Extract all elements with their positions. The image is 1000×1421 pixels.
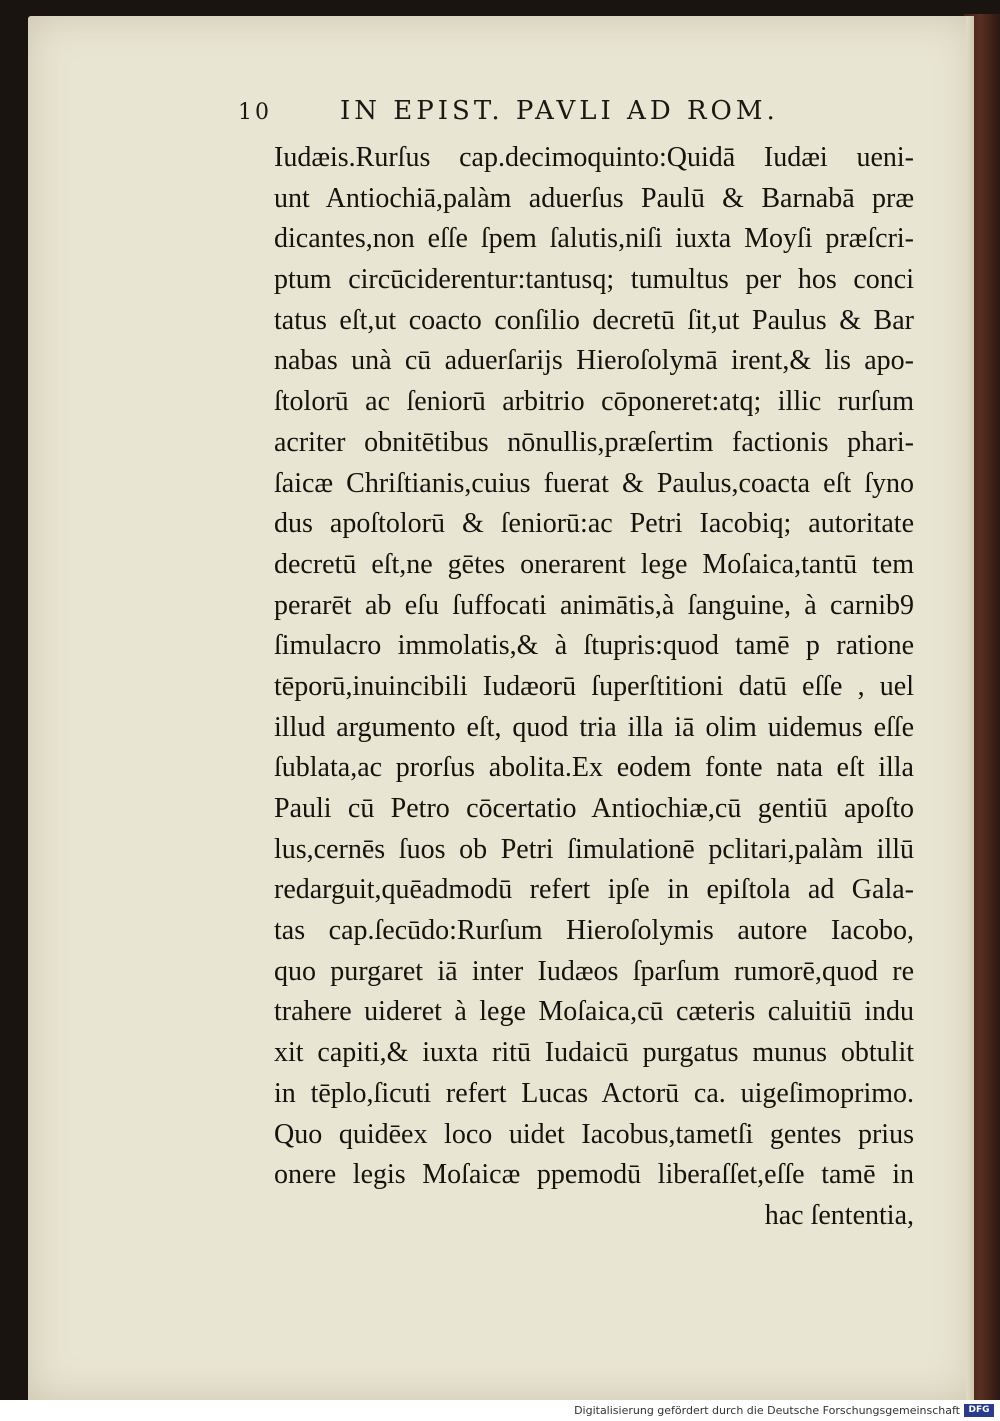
page-edge	[966, 16, 974, 1400]
text-line: illud argumento eſt, quod tria illa iā olim uidemus eſſe	[274, 711, 914, 743]
text-line: dicantes,non eſſe ſpem ſalutis,niſi iuxta Moyſi præſcri-	[274, 223, 914, 255]
text-line: unt Antiochiā,palàm aduerſus Paulū & Barnabā præ	[274, 182, 914, 214]
funding-credit: Digitalisierung gefördert durch die Deutsche Forschungsgemeinschaft	[574, 1404, 960, 1417]
text-line: redarguit,quēadmodū refert ipſe in epiſtola ad Gala-	[274, 874, 914, 906]
text-line: ſublata,ac prorſus abolita.Ex eodem fonte nata eſt illa	[274, 752, 914, 784]
book-page	[28, 16, 974, 1400]
body-text	[274, 138, 914, 1237]
text-line: quo purgaret iā inter Iudæos ſparſum rumorē,quod re	[274, 955, 914, 987]
text-line: Quo quidēex loco uidet Iacobus,tametſi gentes prius	[274, 1118, 914, 1150]
text-line: ſaicæ Chriſtianis,cuius fuerat & Paulus,coacta eſt ſyno	[274, 467, 914, 499]
text-line: ſtolorū ac ſeniorū arbitrio cōponeret:atq; illic rurſum	[274, 386, 914, 418]
text-line: ſimulacro immolatis,& à ſtupris:quod tamē p ratione	[274, 630, 914, 662]
text-line: hac ſententia,	[764, 1199, 914, 1231]
text-line: tas cap.ſecūdo:Rurſum Hieroſolymis autore Iacobo,	[274, 915, 914, 947]
text-line: xit capiti,& iuxta ritū Iudaicū purgatus munus obtulit	[274, 1037, 914, 1069]
running-head-title: IN EPIST. PAVLI AD ROM.	[340, 96, 779, 126]
text-line: acriter obnitētibus nōnullis,præſertim factionis phari-	[274, 426, 914, 458]
text-line: perarēt ab eſu ſuffocati animātis,à ſanguine, à carnib9	[274, 589, 914, 621]
text-line: nabas unà cū aduerſarijs Hieroſolymā irent,& lis apo-	[274, 345, 914, 377]
dfg-logo-icon: DFG	[964, 1404, 994, 1417]
text-line: Iudæis.Rurſus cap.decimoquinto:Quidā Iudæi ueni-	[274, 142, 914, 173]
running-head	[28, 94, 974, 138]
text-line: Pauli cū Petro cōcertatio Antiochiæ,cū gentiū apoſto	[274, 793, 914, 824]
text-line: tēporū,inuincibili Iudæorū ſuperſtitioni datū eſſe , uel	[274, 670, 914, 702]
text-line: decretū eſt,ne gētes onerarent lege Moſaica,tantū tem	[274, 548, 914, 580]
text-line: in tēplo,ſicuti refert Lucas Actorū ca. uigeſimoprimo.	[274, 1077, 914, 1109]
folio-number: 10	[238, 100, 272, 125]
text-line: ptum circūciderentur:tantusq; tumultus per hos conci	[274, 264, 914, 296]
text-line: tatus eſt,ut coacto conſilio decretū ſit,ut Paulus & Bar	[274, 304, 914, 336]
text-line: onere legis Moſaicæ ppemodū liberaſſet,eſſe tamē in	[274, 1159, 914, 1191]
text-line: trahere uideret à lege Moſaica,cū cæteris caluitiū indu	[274, 996, 914, 1028]
footer-bar	[0, 1400, 1000, 1421]
text-line: lus,cernēs ſuos ob Petri ſimulationē pclitari,palàm illū	[274, 833, 914, 865]
text-line: dus apoſtolorū & ſeniorū:ac Petri Iacobiq; autoritate	[274, 508, 914, 540]
